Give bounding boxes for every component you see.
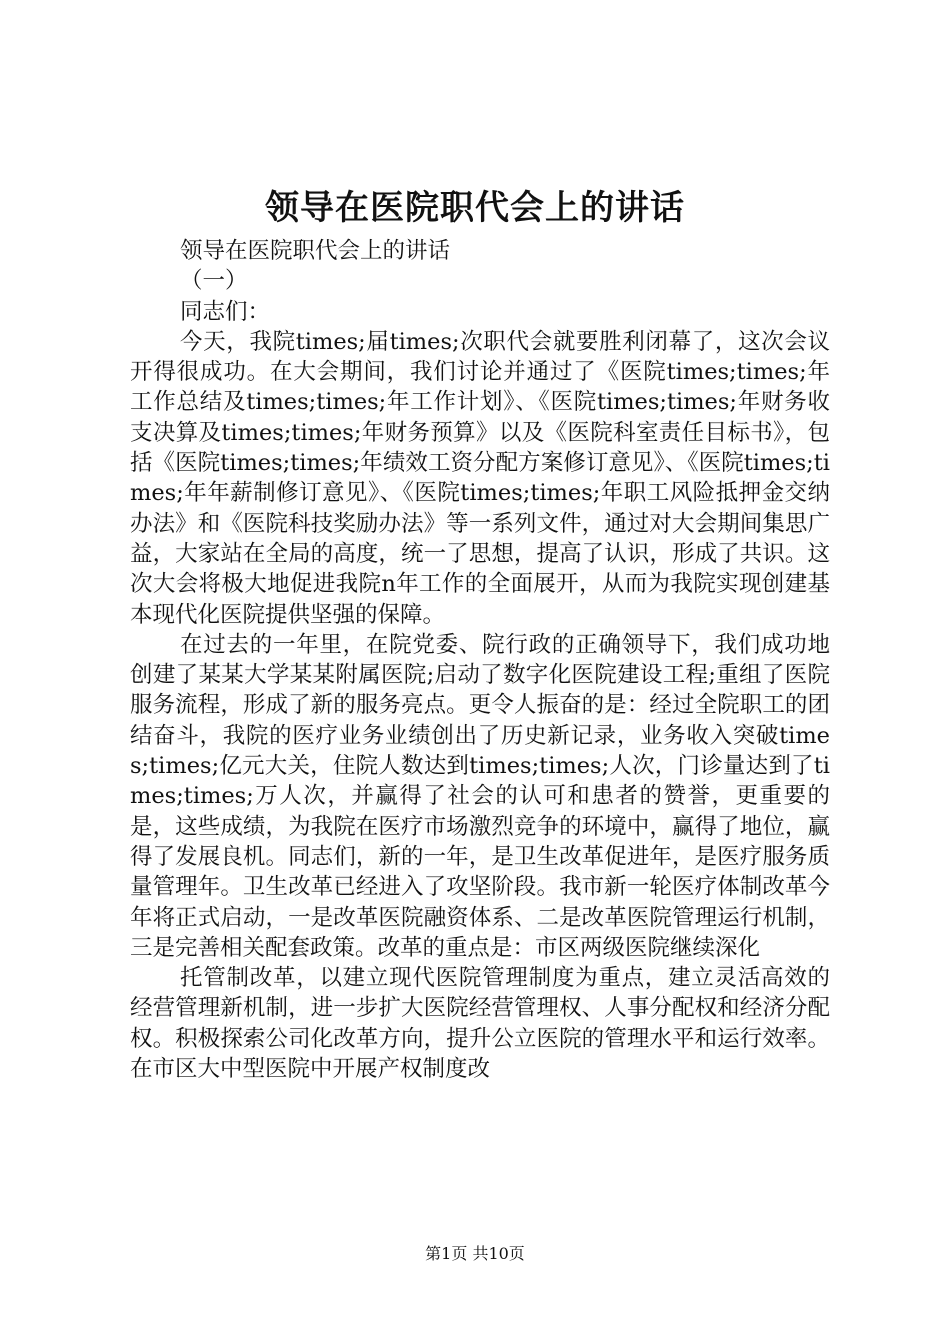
document-subtitle: 领导在医院职代会上的讲话 — [180, 238, 451, 264]
document-title: 领导在医院职代会上的讲话 — [265, 188, 685, 228]
paragraph-2: 在过去的一年里，在院党委、院行政的正确领导下，我们成功地创建了某某大学某某附属医院;启动了数字化医院建设工程;重组了医院服务流程，形成了新的服务亮点。更令人振奋的是：经过全院职工的团结奋斗，我院的医疗业务业绩创出了历史新记录，业务收入突破times;times;亿元大关，住院人数达到times;times;人次，门诊量达到了times;times;万人次，并赢得了社会的认可和患者的赞誉，更重要的是，这些成绩，为我院在医疗市场激烈竞争的环境中，赢得了地位，赢得了发展良机。同志们，新的一年，是卫生改革促进年，是医疗服务质量管理年。卫生改革已经进入了攻坚阶段。我市新一轮医疗体制改革今年将正式启动，一是改革医院融资体系、二是改革医院管理运行机制，三是完善相关配套政策。改革的重点是：市区两级医院继续深化 — [130, 631, 830, 961]
paragraph-1: 今天，我院times;届times;次职代会就要胜利闭幕了，这次会议开得很成功。在大会期间，我们讨论并通过了《医院times;times;年工作总结及times;times;年工作计划》、《医院times;times;年财务收支决算及times;times;年财务预算》以及《医院科室责任目标书》，包括《医院times;times;年绩效工资分配方案修订意见》、《医院times;times;年年薪制修订意见》、《医院times;times;年职工风险抵押金交纳办法》和《医院科技奖励办法》等一系列文件，通过对大会期间集思广益，大家站在全局的高度，统一了思想，提高了认识，形成了共识。这次大会将极大地促进我院n年工作的全面展开，从而为我院实现创建基本现代化医院提供坚强的保障。 — [130, 328, 830, 628]
document-body — [130, 236, 830, 1084]
salutation: 同志们： — [180, 298, 271, 325]
paragraph-3: 托管制改革，以建立现代医院管理制度为重点，建立灵活高效的经营管理新机制，进一步扩大医院经营管理权、人事分配权和经济分配权。积极探索公司化改革方向，提升公立医院的管理水平和运行效率。在市区大中型医院中开展产权制度改 — [130, 965, 830, 1083]
page-footer: 第1页 共10页 — [425, 1244, 525, 1263]
section-marker: （一） — [180, 268, 248, 295]
